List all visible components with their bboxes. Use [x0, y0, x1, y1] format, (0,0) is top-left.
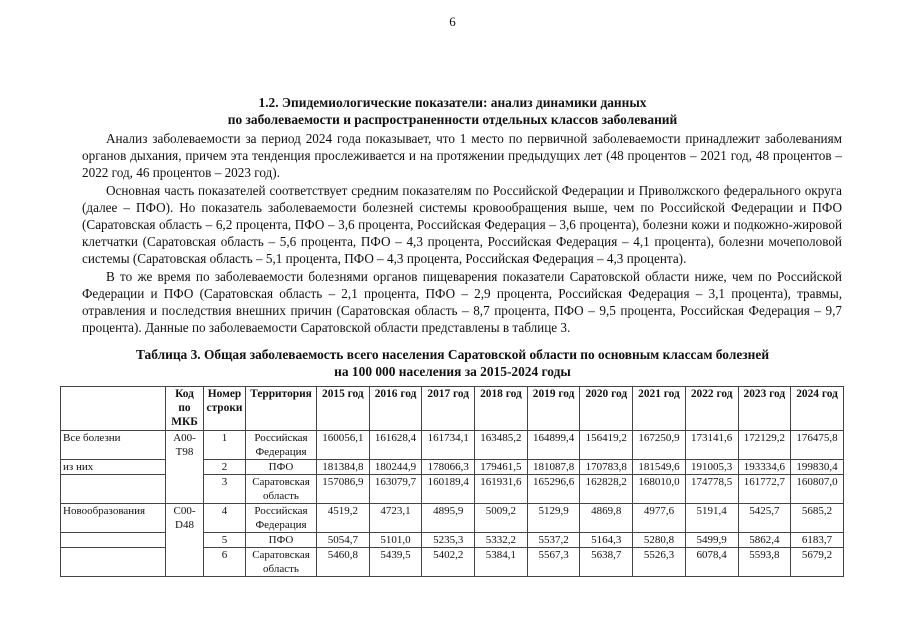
value-cell: 5567,3: [527, 548, 580, 577]
column-header: 2016 год: [369, 387, 422, 431]
value-cell: 193334,6: [738, 460, 791, 475]
paragraph: В то же время по заболеваемости болезнями органов пищеварения показатели Саратовской области ниже, чем по Российской Федерации и ПФО (Саратовская область – 2,1 процента, ПФО – 2,9 процента, Российская Федерация – 3,1 процента), травмы, отравления и последствия внешних причин (Саратовская область – 8,7 процента, ПФО – 9,5 процента, Российская Федерация – 9,7 процента). Данные по заболеваемости Саратовской области представлены в таблице 3.: [82, 268, 842, 336]
value-cell: 5129,9: [527, 504, 580, 533]
table-title: Таблица 3. Общая заболеваемость всего населения Саратовской области по основным классам болезней: [135, 347, 770, 363]
column-header: 2015 год: [317, 387, 370, 431]
icd-code-cell: А00-Т98: [166, 431, 204, 504]
value-cell: 5499,9: [685, 533, 738, 548]
morbidity-table: [60, 386, 844, 577]
disease-class-cell: из них: [61, 460, 166, 475]
row-number-cell: 6: [204, 548, 246, 577]
territory-cell: ПФО: [246, 533, 317, 548]
value-cell: 199830,4: [791, 460, 844, 475]
column-header: 2020 год: [580, 387, 633, 431]
row-number-cell: 1: [204, 431, 246, 460]
value-cell: 4723,1: [369, 504, 422, 533]
paragraph: Основная часть показателей соответствует средним показателям по Российской Федерации и Приволжского федерального округа (далее – ПФО). Но показатель заболеваемости болезней системы кровообращения выше, чем по Российской Федерации и ПФО (Саратовская область – 6,2 процента, ПФО – 3,6 процента, Российская Федерация – 3,6 процента), болезни кожи и подкожно-жировой клетчатки (Саратовская область – 5,6 процента, ПФО – 4,3 процента, Российская Федерация – 4,1 процента), болезни мочеполовой системы (Саратовская область – 5,1 процента, ПФО – 4,3 процента, Российская Федерация – 4,3 процента).: [82, 182, 842, 267]
disease-class-cell: [61, 533, 166, 548]
value-cell: 160807,0: [791, 475, 844, 504]
value-cell: 5009,2: [475, 504, 528, 533]
value-cell: 5526,3: [633, 548, 686, 577]
row-number-cell: 4: [204, 504, 246, 533]
table-row: [61, 431, 844, 460]
territory-cell: Российская Федерация: [246, 504, 317, 533]
value-cell: 5460,8: [317, 548, 370, 577]
page-number: 6: [449, 14, 456, 29]
value-cell: 167250,9: [633, 431, 686, 460]
value-cell: 6078,4: [685, 548, 738, 577]
value-cell: 5425,7: [738, 504, 791, 533]
disease-class-cell: [61, 475, 166, 504]
table-wrapper: [60, 386, 843, 577]
value-cell: 181384,8: [317, 460, 370, 475]
column-header: Номер строки: [204, 387, 246, 431]
value-cell: 5862,4: [738, 533, 791, 548]
section-subtitle: по заболеваемости и распространенности отдельных классов заболеваний: [227, 112, 678, 127]
table-row: [61, 504, 844, 533]
value-cell: 4869,8: [580, 504, 633, 533]
territory-cell: ПФО: [246, 460, 317, 475]
value-cell: 5054,7: [317, 533, 370, 548]
value-cell: 5235,3: [422, 533, 475, 548]
value-cell: 181087,8: [527, 460, 580, 475]
value-cell: 161931,6: [475, 475, 528, 504]
column-header: Код по МКБ: [166, 387, 204, 431]
column-header: 2018 год: [475, 387, 528, 431]
value-cell: 5332,2: [475, 533, 528, 548]
column-header: 2022 год: [685, 387, 738, 431]
paragraph: Анализ заболеваемости за период 2024 года показывает, что 1 место по первичной заболеваемости принадлежит заболеваниям органов дыхания, причем эта тенденция прослеживается и на протяжении предыдущих лет (48 процентов – 2021 год, 48 процентов – 2022 год, 46 процентов – 2023 год).: [82, 131, 842, 181]
value-cell: 160189,4: [422, 475, 475, 504]
value-cell: 5101,0: [369, 533, 422, 548]
disease-class-cell: Все болезни: [61, 431, 166, 460]
column-header: 2024 год: [791, 387, 844, 431]
value-cell: 168010,0: [633, 475, 686, 504]
section-title: 1.2. Эпидемиологические показатели: анализ динамики данных: [258, 95, 647, 110]
value-cell: 5164,3: [580, 533, 633, 548]
value-cell: 170783,8: [580, 460, 633, 475]
value-cell: 6183,7: [791, 533, 844, 548]
territory-cell: Саратовская область: [246, 475, 317, 504]
table-subtitle: на 100 000 населения за 2015-2024 годы: [334, 364, 571, 380]
column-header: Территория: [246, 387, 317, 431]
value-cell: 157086,9: [317, 475, 370, 504]
row-number-cell: 2: [204, 460, 246, 475]
disease-class-cell: [61, 548, 166, 577]
disease-class-cell: Новообразования: [61, 504, 166, 533]
value-cell: 178066,3: [422, 460, 475, 475]
value-cell: 5685,2: [791, 504, 844, 533]
value-cell: 172129,2: [738, 431, 791, 460]
value-cell: 5384,1: [475, 548, 528, 577]
value-cell: 163079,7: [369, 475, 422, 504]
value-cell: 191005,3: [685, 460, 738, 475]
icd-code-cell: С00-D48: [166, 504, 204, 577]
value-cell: 173141,6: [685, 431, 738, 460]
value-cell: 5402,2: [422, 548, 475, 577]
header-row: [61, 387, 844, 431]
value-cell: 161628,4: [369, 431, 422, 460]
value-cell: 164899,4: [527, 431, 580, 460]
value-cell: 163485,2: [475, 431, 528, 460]
value-cell: 174778,5: [685, 475, 738, 504]
row-number-cell: 5: [204, 533, 246, 548]
territory-cell: Российская Федерация: [246, 431, 317, 460]
territory-cell: Саратовская область: [246, 548, 317, 577]
value-cell: 161734,1: [422, 431, 475, 460]
value-cell: 181549,6: [633, 460, 686, 475]
column-header: 2017 год: [422, 387, 475, 431]
value-cell: 5191,4: [685, 504, 738, 533]
value-cell: 176475,8: [791, 431, 844, 460]
row-number-cell: 3: [204, 475, 246, 504]
value-cell: 5439,5: [369, 548, 422, 577]
value-cell: 165296,6: [527, 475, 580, 504]
column-header: 2019 год: [527, 387, 580, 431]
column-header: [61, 387, 166, 431]
value-cell: 4895,9: [422, 504, 475, 533]
value-cell: 179461,5: [475, 460, 528, 475]
value-cell: 162828,2: [580, 475, 633, 504]
column-header: 2021 год: [633, 387, 686, 431]
body-text: [82, 130, 842, 336]
value-cell: 5280,8: [633, 533, 686, 548]
value-cell: 161772,7: [738, 475, 791, 504]
value-cell: 5679,2: [791, 548, 844, 577]
value-cell: 160056,1: [317, 431, 370, 460]
column-header: 2023 год: [738, 387, 791, 431]
value-cell: 5593,8: [738, 548, 791, 577]
value-cell: 5537,2: [527, 533, 580, 548]
value-cell: 5638,7: [580, 548, 633, 577]
value-cell: 156419,2: [580, 431, 633, 460]
value-cell: 4519,2: [317, 504, 370, 533]
value-cell: 4977,6: [633, 504, 686, 533]
value-cell: 180244,9: [369, 460, 422, 475]
